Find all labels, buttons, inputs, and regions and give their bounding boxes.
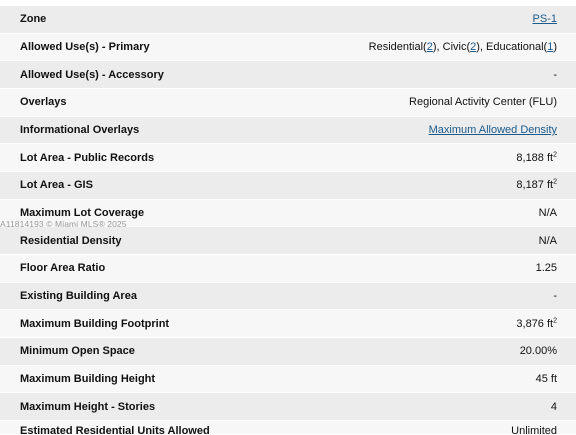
row-label: Maximum Lot Coverage: [20, 206, 145, 219]
row-value: [369, 41, 557, 53]
table-row-lot-area-public-records: [0, 144, 576, 172]
mls-watermark: A11814193 © Miami MLS® 2025: [0, 219, 127, 229]
use-text: Residential(: [368, 40, 427, 53]
row-value: [429, 124, 557, 136]
row-label: Overlays: [20, 96, 67, 109]
max-allowed-density-link[interactable]: Maximum Allowed Density: [428, 123, 557, 136]
value-text: 3,876 ft: [516, 317, 554, 330]
row-label: Maximum Building Height: [20, 372, 156, 385]
zone-link[interactable]: PS-1: [532, 13, 557, 26]
unit-superscript: 2: [553, 316, 557, 324]
table-row-lot-area-gis: [0, 172, 576, 200]
row-label: Informational Overlays: [20, 123, 140, 136]
table-row-est-residential-units: [0, 421, 576, 435]
row-label: Residential Density: [20, 234, 122, 247]
table-row-max-height-stories: [0, 393, 576, 421]
row-value: N/A: [538, 206, 557, 219]
row-label: Maximum Building Footprint: [20, 317, 170, 330]
table-row-min-open-space: [0, 338, 576, 366]
row-value: 1.25: [535, 262, 557, 275]
table-row-max-building-height: [0, 366, 576, 394]
row-label: Zone: [20, 13, 47, 26]
row-label: Minimum Open Space: [20, 345, 135, 358]
row-label: Lot Area - GIS: [20, 179, 93, 192]
table-row-residential-density: [0, 227, 576, 255]
row-value: N/A: [538, 234, 557, 247]
row-label: Allowed Use(s) - Accessory: [20, 68, 164, 81]
residential-count-link[interactable]: 2: [426, 40, 433, 53]
table-row-allowed-uses-accessory: [0, 61, 576, 89]
row-label: Existing Building Area: [20, 289, 137, 302]
table-row-existing-building-area: [0, 283, 576, 311]
row-value: 20.00%: [519, 345, 557, 358]
row-value: [516, 318, 557, 330]
educational-count-link[interactable]: 1: [547, 40, 554, 53]
use-text: ): [553, 40, 557, 53]
row-label: Lot Area - Public Records: [20, 151, 155, 164]
table-row-overlays: [0, 89, 576, 117]
unit-superscript: 2: [553, 150, 557, 158]
table-row-informational-overlays: [0, 117, 576, 145]
value-text: 8,187 ft: [516, 179, 554, 192]
row-value: -: [553, 68, 557, 81]
table-row-allowed-uses-primary: [0, 34, 576, 62]
row-label: Maximum Height - Stories: [20, 400, 156, 413]
table-row-max-building-footprint: [0, 310, 576, 338]
use-text: ), Civic(: [432, 40, 471, 53]
row-value: [516, 179, 557, 191]
row-value: Unlimited: [511, 424, 557, 435]
row-value: 45 ft: [535, 372, 557, 385]
use-text: ), Educational(: [476, 40, 548, 53]
civic-count-link[interactable]: 2: [470, 40, 477, 53]
unit-superscript: 2: [553, 178, 557, 186]
row-value: Regional Activity Center (FLU): [409, 96, 557, 109]
table-row-floor-area-ratio: [0, 255, 576, 283]
row-value: 4: [550, 400, 557, 413]
row-value: -: [553, 289, 557, 302]
row-label: Floor Area Ratio: [20, 262, 106, 275]
row-value: [516, 152, 557, 164]
row-label: Allowed Use(s) - Primary: [20, 40, 150, 53]
table-row-zone: [0, 6, 576, 34]
value-text: 8,188 ft: [516, 151, 554, 164]
row-value: [533, 13, 557, 25]
row-label: Estimated Residential Units Allowed: [20, 424, 210, 435]
